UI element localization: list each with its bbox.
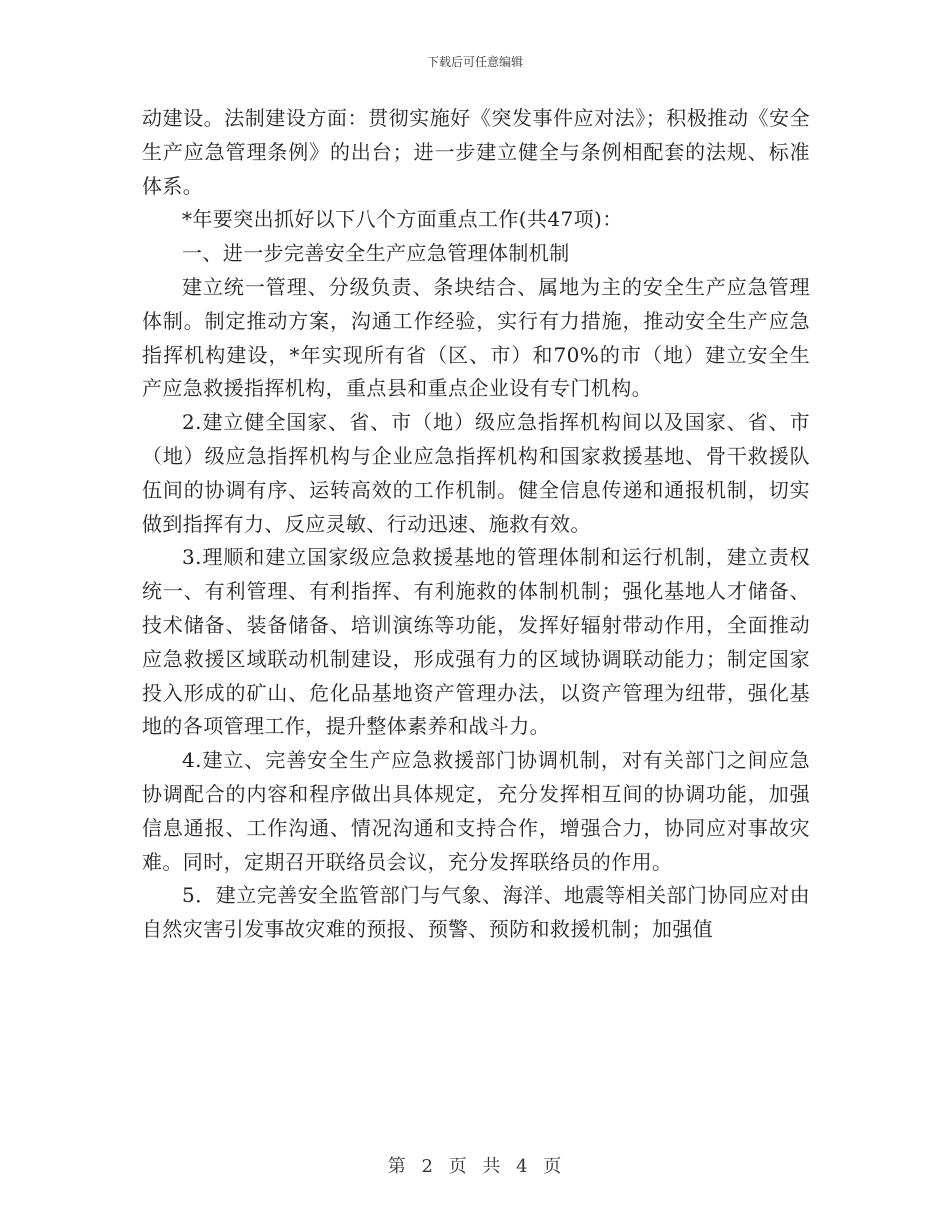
paragraph-item-3: 3.理顺和建立国家级应急救援基地的管理体制和运行机制，建立责权统一、有利管理、有利指挥、有利施救的体制机制；强化基地人才储备、技术储备、装备储备、培训演练等功能，发挥好辐射带动作用，全面推动应急救援区域联动机制建设，形成强有力的区域协调联动能力；制定国家投入形成的矿山、危化品基地资产管理办法，以资产管理为纽带，强化基地的各项管理工作，提升整体素养和战斗力。 — [142, 545, 810, 739]
section-heading-1: 一、进一步完善安全生产应急管理体制机制 — [182, 241, 570, 266]
footer-suffix: 页 — [543, 1156, 563, 1177]
paragraph-item-1: 建立统一管理、分级负责、条块结合、属地为主的安全生产应急管理体制。制定推动方案，沟通工作经验，实行有力措施，推动安全生产应急指挥机构建设，*年实现所有省（区、市）和70%的市（地）建立安全生产应急救援指挥机构，重点县和重点企业设有专门机构。 — [142, 274, 810, 401]
footer-current-page: 2 — [421, 1156, 434, 1177]
paragraph-1: 动建设。法制建设方面：贯彻实施好《突发事件应对法》；积极推动《安全生产应急管理条例》的出台；进一步建立健全与条例相配套的法规、标准体系。 — [142, 106, 810, 198]
paragraph-item-5: 5．建立完善安全监管部门与气象、海洋、地震等相关部门协同应对由自然灾害引发事故灾难的预报、预警、预防和救援机制；加强值 — [142, 883, 810, 942]
footer-prefix: 第 — [387, 1156, 407, 1177]
paragraph-item-2: 2.建立健全国家、省、市（地）级应急指挥机构间以及国家、省、市（地）级应急指挥机构与企业应急指挥机构和国家救援基地、骨干救援队伍间的协调有序、运转高效的工作机制。健全信息传递和通报机制，切实做到指挥有力、反应灵敏、行动迅速、施救有效。 — [142, 410, 810, 536]
page-footer — [0, 1152, 950, 1178]
footer-page-word: 页 — [448, 1156, 468, 1177]
page-header-note: 下载后可任意编辑 — [426, 55, 523, 69]
paragraph-2: *年要突出抓好以下八个方面重点工作(共47项)： — [182, 207, 623, 232]
footer-total-word: 共 — [482, 1156, 502, 1177]
document-body — [142, 102, 810, 947]
footer-total-pages: 4 — [516, 1156, 529, 1177]
paragraph-item-4: 4.建立、完善安全生产应急救援部门协调机制，对有关部门之间应急协调配合的内容和程序做出具体规定，充分发挥相互间的协调功能，加强信息通报、工作沟通、情况沟通和支持合作，增强合力，协同应对事故灾难。同时，定期召开联络员会议，充分发挥联络员的作用。 — [142, 748, 810, 874]
